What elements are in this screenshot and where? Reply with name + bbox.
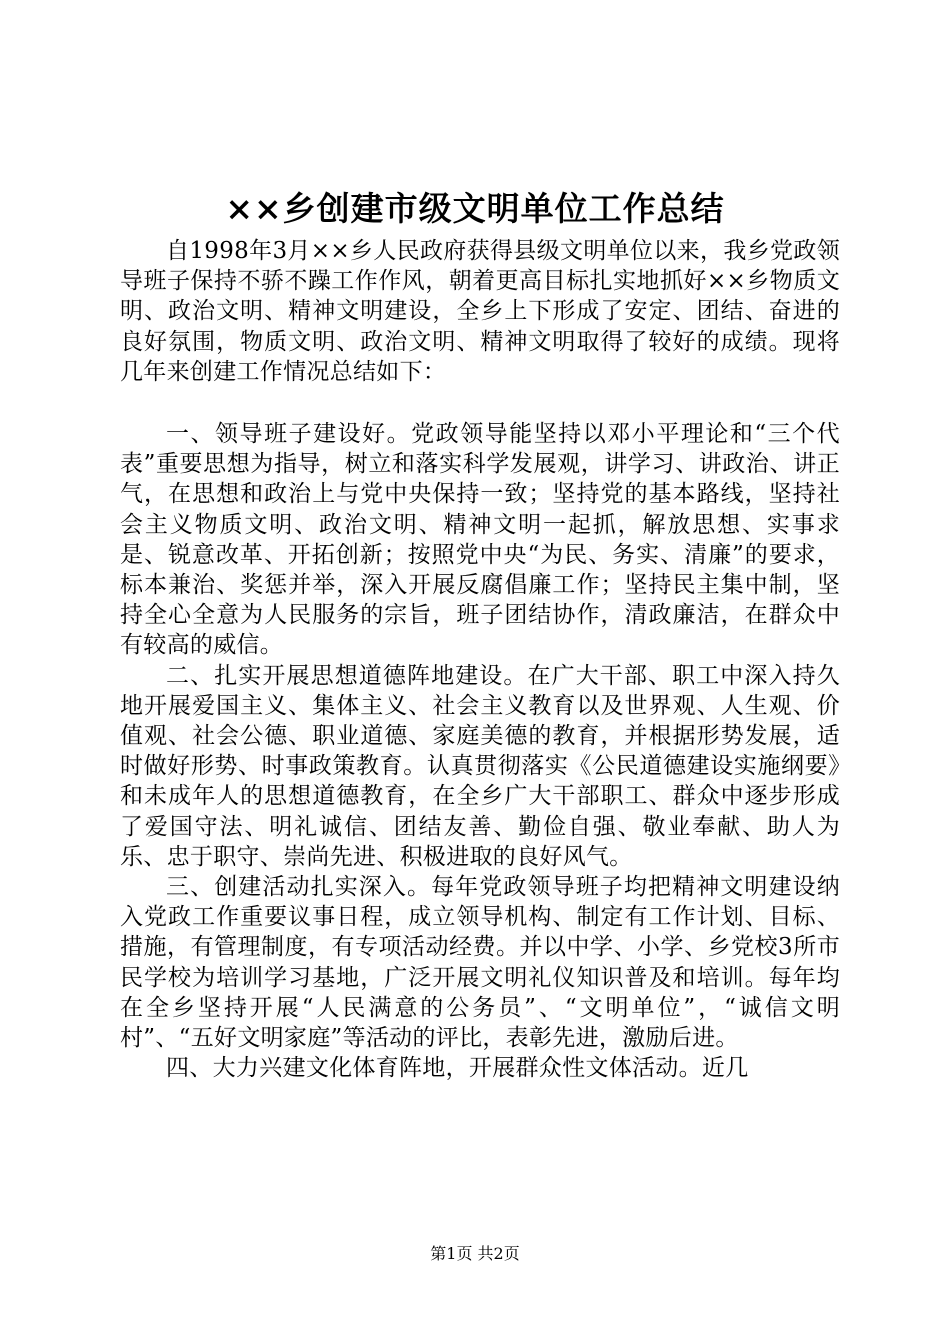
page-number-footer: 第1页 共2页 xyxy=(430,1244,520,1263)
section-1-paragraph: 一、领导班子建设好。党政领导能坚持以邓小平理论和“三个代表”重要思想为指导，树立和落实科学发展观，讲学习、讲政治、讲正气，在思想和政治上与党中央保持一致；坚持党的基本路线，坚持社会主义物质文明、政治文明、精神文明一起抓，解放思想、实事求是、锐意改革、开拓创新；按照党中央“为民、务实、清廉”的要求，标本兼治、奖惩并举，深入开展反腐倡廉工作；坚持民主集中制，坚持全心全意为人民服务的宗旨，班子团结协作，清政廉洁，在群众中有较高的威信。 xyxy=(120,421,840,659)
section-3-paragraph: 三、创建活动扎实深入。每年党政领导班子均把精神文明建设纳入党政工作重要议事日程，成立领导机构、制定有工作计划、目标、措施，有管理制度，有专项活动经费。并以中学、小学、乡党校3所市民学校为培训学习基地，广泛开展文明礼仪知识普及和培训。每年均在全乡坚持开展“人民满意的公务员”、“文明单位”，“诚信文明村”、“五好文明家庭”等活动的评比，表彰先进，激励后进。 xyxy=(120,874,840,1052)
section-4-paragraph: 四、大力兴建文化体育阵地，开展群众性文体活动。近几 xyxy=(166,1055,749,1082)
intro-paragraph: 自1998年3月××乡人民政府获得县级文明单位以来，我乡党政领导班子保持不骄不躁工作作风，朝着更高目标扎实地抓好××乡物质文明、政治文明、精神文明建设，全乡上下形成了安定、团结、奋进的良好氛围，物质文明、政治文明、精神文明取得了较好的成绩。现将几年来创建工作情况总结如下： xyxy=(120,238,840,385)
section-2-paragraph: 二、扎实开展思想道德阵地建设。在广大干部、职工中深入持久地开展爱国主义、集体主义、社会主义教育以及世界观、人生观、价值观、社会公德、职业道德、家庭美德的教育，并根据形势发展，适时做好形势、时事政策教育。认真贯彻落实《公民道德建设实施纲要》和未成年人的思想道德教育，在全乡广大干部职工、群众中逐步形成了爱国守法、明礼诚信、团结友善、勤俭自强、敬业奉献、助人为乐、忠于职守、崇尚先进、积极进取的良好风气。 xyxy=(120,662,840,870)
document-title: ××乡创建市级文明单位工作总结 xyxy=(225,189,725,228)
document-body xyxy=(120,236,840,1083)
